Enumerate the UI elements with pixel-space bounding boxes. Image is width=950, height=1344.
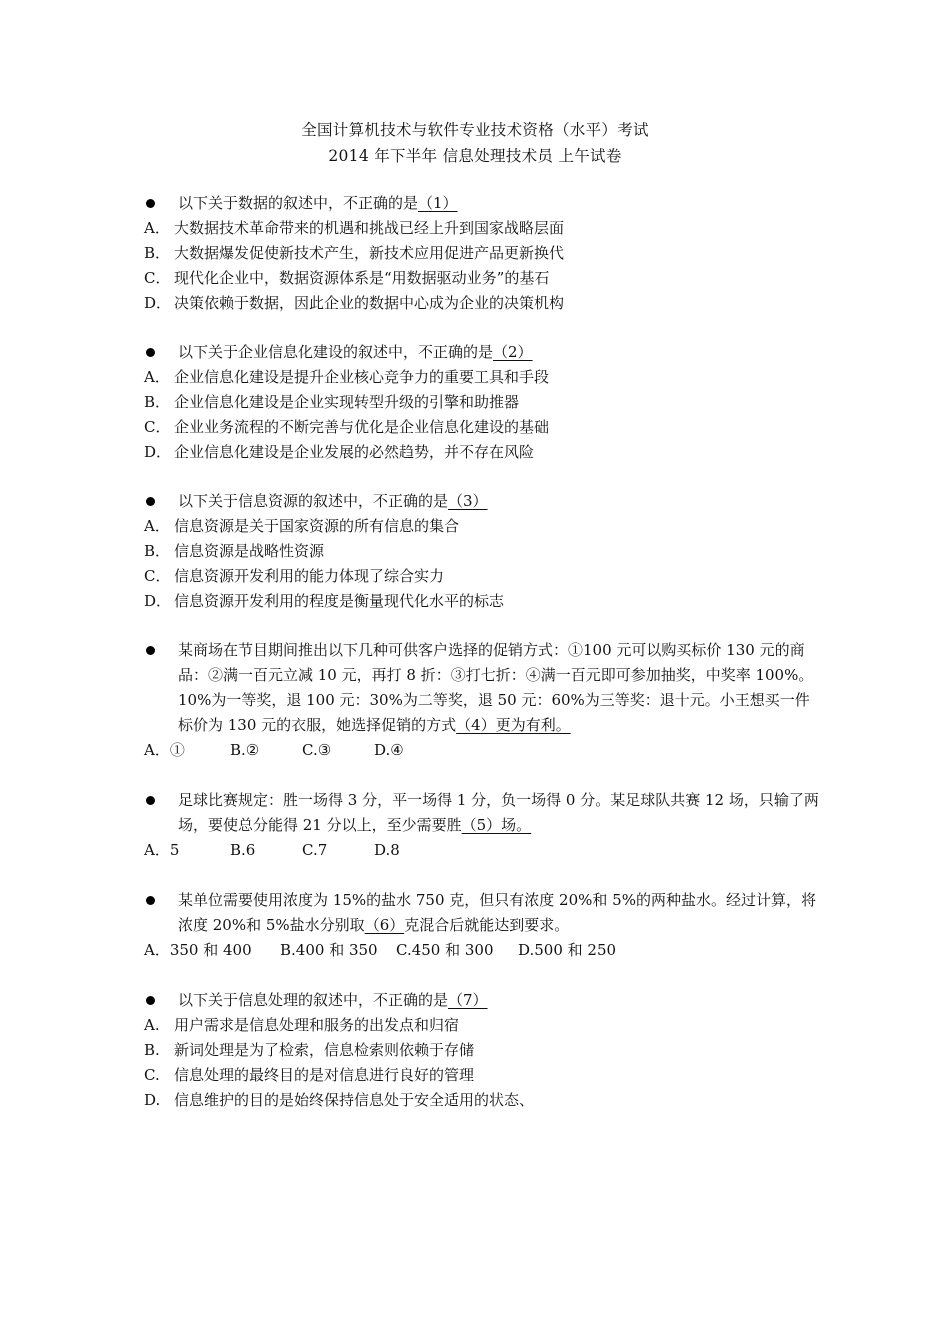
- bullet-icon: [146, 896, 155, 905]
- option-a: A. 用户需求是信息处理和服务的出发点和归宿: [144, 1016, 460, 1034]
- question-7: [142, 988, 822, 1113]
- option-b: B． 企业信息化建设是企业实现转型升级的引擎和助推器: [144, 393, 520, 411]
- bullet-icon: [146, 646, 155, 655]
- option-d: D． 企业信息化建设是企业发展的必然趋势，并不存在风险: [144, 443, 535, 461]
- question-stem: 某单位需要使用浓度为 15%的盐水 750 克，但只有浓度 20%和 5%的两种盐水。经过计算，将浓度 20%和 5%盐水分别取（6）克混合后就能达到要求。: [142, 888, 822, 938]
- question-3: [142, 489, 822, 614]
- question-stem: 以下关于数据的叙述中，不正确的是（1）: [142, 191, 822, 216]
- bullet-icon: [146, 497, 155, 506]
- bullet-icon: [146, 796, 155, 805]
- option-a: A．5: [144, 841, 180, 859]
- option-d: D． 信息资源开发利用的程度是衡量现代化水平的标志: [144, 592, 505, 610]
- option-a: A．350 和 400: [144, 941, 252, 959]
- question-6: [142, 888, 822, 963]
- question-stem: 以下关于企业信息化建设的叙述中，不正确的是（2）: [142, 340, 822, 365]
- option-c: C． 企业业务流程的不断完善与优化是企业信息化建设的基础: [144, 418, 550, 436]
- option-a: A． 大数据技术革命带来的机遇和挑战已经上升到国家战略层面: [144, 219, 565, 237]
- question-stem: 足球比赛规定：胜一场得 3 分，平一场得 1 分，负一场得 0 分。某足球队共赛 12 场，只输了两场，要使总分能得 21 分以上，至少需要胜（5）场。: [142, 788, 822, 838]
- option-c: C． 现代化企业中，数据资源体系是“用数据驱动业务”的基石: [144, 269, 550, 287]
- question-stem: 以下关于信息处理的叙述中，不正确的是（7）: [142, 988, 822, 1013]
- option-row: [142, 838, 822, 863]
- option-b: B.6: [230, 841, 256, 859]
- question-4: [142, 638, 822, 763]
- option-row: [142, 938, 822, 963]
- answer-blank: （7）: [448, 991, 488, 1009]
- question-stem: 以下关于信息资源的叙述中，不正确的是（3）: [142, 489, 822, 514]
- exam-title: 全国计算机技术与软件专业技术资格（水平）考试: [301, 121, 649, 139]
- bullet-icon: [146, 348, 155, 357]
- answer-blank: （6）: [364, 916, 405, 934]
- bullet-icon: [146, 996, 155, 1005]
- option-c: C.450 和 300: [396, 941, 494, 959]
- option-d: D.8: [374, 841, 400, 859]
- option-d: D.500 和 250: [518, 941, 617, 959]
- option-b: B． 信息资源是战略性资源: [144, 542, 325, 560]
- option-d: D. 信息维护的目的是始终保持信息处于安全适用的状态、: [144, 1091, 535, 1109]
- option-c: C. 信息处理的最终目的是对信息进行良好的管理: [144, 1066, 475, 1084]
- option-a: A． 企业信息化建设是提升企业核心竞争力的重要工具和手段: [144, 368, 550, 386]
- bullet-icon: [146, 199, 155, 208]
- answer-blank: （2）: [493, 343, 533, 361]
- exam-subtitle: 2014 年下半年 信息处理技术员 上午试卷: [328, 147, 622, 165]
- option-b: B.②: [230, 741, 260, 759]
- option-c: C． 信息资源开发利用的能力体现了综合实力: [144, 567, 445, 585]
- question-1: [142, 191, 822, 316]
- option-b: B． 大数据爆发促使新技术产生，新技术应用促进产品更新换代: [144, 244, 565, 262]
- answer-blank: （1）: [418, 194, 458, 212]
- option-d: D． 决策依赖于数据，因此企业的数据中心成为企业的决策机构: [144, 294, 565, 312]
- option-b: B. 新词处理是为了检索，信息检索则依赖于存储: [144, 1041, 475, 1059]
- option-c: C.③: [302, 741, 332, 759]
- answer-blank: （5）场。: [461, 816, 532, 834]
- option-a: A．①: [144, 741, 185, 759]
- option-row: [142, 738, 822, 763]
- option-a: A． 信息资源是关于国家资源的所有信息的集合: [144, 517, 460, 535]
- question-stem: 某商场在节目期间推出以下几种可供客户选择的促销方式：①100 元可以购买标价 130 元的商品：②满一百元立减 10 元，再打 8 折：③打七折：④满一百元即可参加抽奖，中奖率 100%。10%为一等奖，退 100 元：30%为二等奖，退 50 元：60%为三等奖：退十元。小王想买一件标价为 130 元的衣服，她选择促销的方式（4）更为有利。: [142, 638, 822, 738]
- question-5: [142, 788, 822, 863]
- question-2: [142, 340, 822, 465]
- answer-blank: （3）: [448, 492, 488, 510]
- option-c: C.7: [302, 841, 328, 859]
- answer-blank: （4）更为有利。: [456, 716, 571, 734]
- option-d: D.④: [374, 741, 404, 759]
- option-b: B.400 和 350: [280, 941, 378, 959]
